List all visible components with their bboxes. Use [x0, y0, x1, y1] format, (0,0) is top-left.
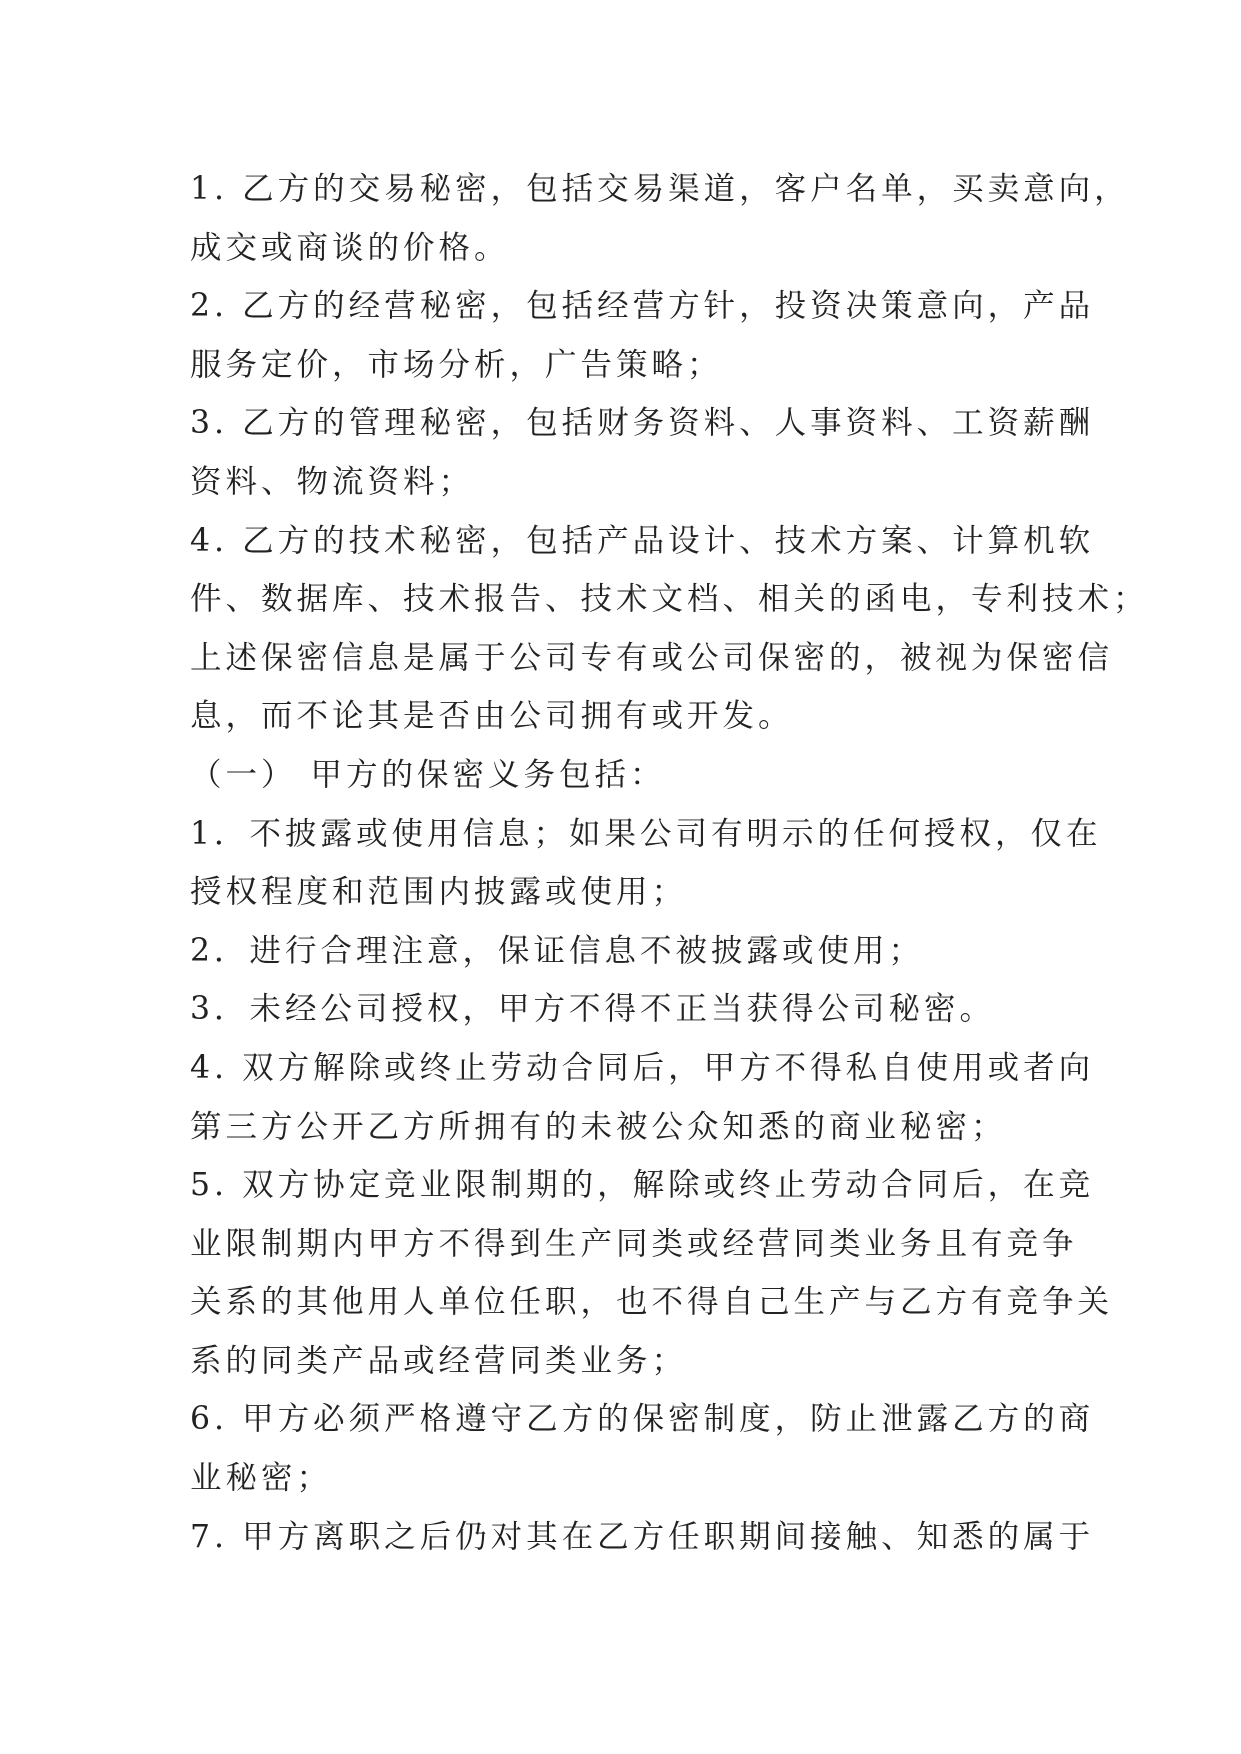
text-line: 系的同类产品或经营同类业务；	[190, 1342, 688, 1379]
text-line: 第三方公开乙方所拥有的未被公众知悉的商业秘密；	[190, 1108, 1007, 1145]
text-line: 业秘密；	[190, 1460, 333, 1497]
document-body	[190, 160, 1149, 1566]
text-line: 7. 甲方离职之后仍对其在乙方任职期间接触、知悉的属于	[190, 1518, 1095, 1555]
text-line: 1．不披露或使用信息；如果公司有明示的任何授权，仅在	[190, 815, 1102, 852]
text-line: 成交或商谈的价格。	[190, 229, 510, 266]
text-line: 1. 乙方的交易秘密，包括交易渠道，客户名单，买卖意向，	[190, 171, 1130, 207]
text-line: 6. 甲方必须严格遵守乙方的保密制度，防止泄露乙方的商	[190, 1401, 1095, 1438]
text-line: 息，而不论其是否由公司拥有或开发。	[190, 698, 794, 735]
text-line: 件、数据库、技术报告、技术文档、相关的函电，专利技术；	[190, 581, 1149, 618]
text-line: 3．未经公司授权，甲方不得不正当获得公司秘密。	[190, 991, 996, 1028]
text-line: 关系的其他用人单位任职，也不得自己生产与乙方有竞争关	[190, 1284, 1114, 1321]
text-line: 4. 双方解除或终止劳动合同后，甲方不得私自使用或者向	[190, 1049, 1095, 1086]
text-line: 2. 乙方的经营秘密，包括经营方针，投资决策意向，产品	[190, 288, 1095, 325]
text-line: 上述保密信息是属于公司专有或公司保密的，被视为保密信	[190, 639, 1114, 676]
text-line: 授权程度和范围内披露或使用；	[190, 874, 688, 911]
text-line: 5. 双方协定竞业限制期的，解除或终止劳动合同后，在竞	[190, 1167, 1095, 1204]
text-line: 2．进行合理注意，保证信息不被披露或使用；	[190, 932, 925, 969]
text-line: 4. 乙方的技术秘密，包括产品设计、技术方案、计算机软	[190, 522, 1095, 559]
text-line: 3. 乙方的管理秘密，包括财务资料、人事资料、工资薪酬	[190, 405, 1095, 442]
text-line: （一） 甲方的保密义务包括：	[190, 756, 666, 793]
text-line: 服务定价，市场分析，广告策略；	[190, 346, 723, 383]
text-line: 资料、物流资料；	[190, 463, 475, 500]
text-line: 业限制期内甲方不得到生产同类或经营同类业务且有竞争	[190, 1225, 1078, 1262]
